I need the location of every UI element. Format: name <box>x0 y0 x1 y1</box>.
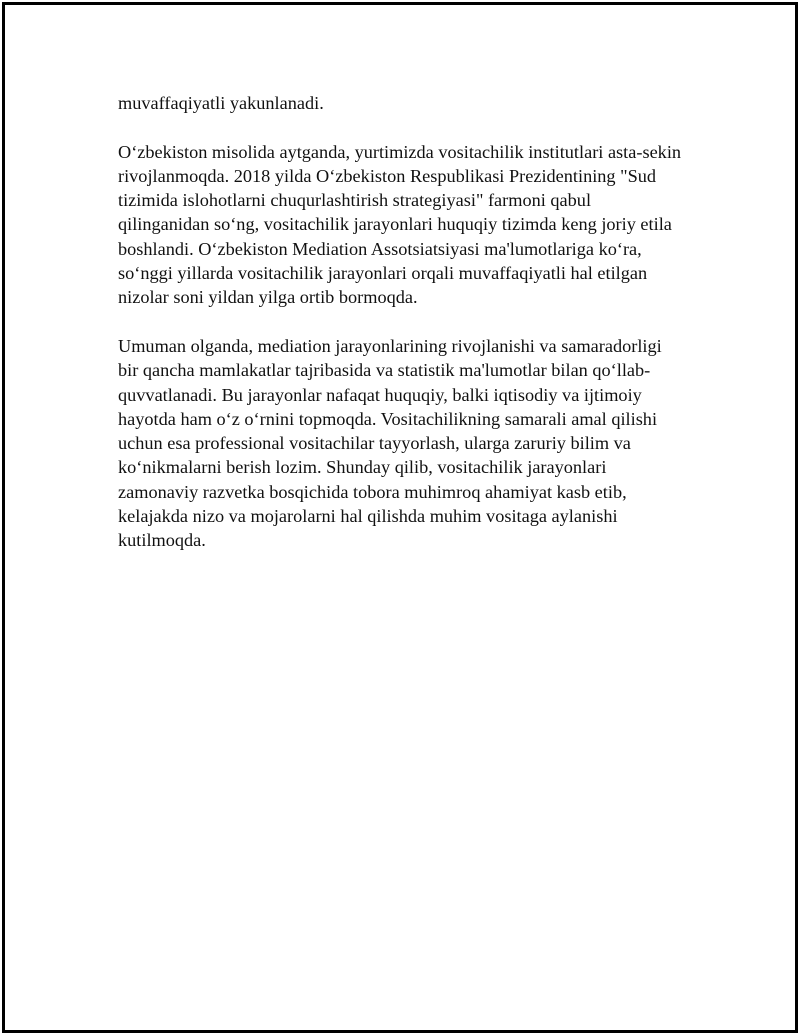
paragraph-2: O‘zbekiston misolida aytganda, yurtimizda vositachilik institutlari asta-sekin rivojlanmoqda. 2018 yilda O‘zbekiston Respublikasi Prezidentining "Sud tizimida islohotlarni chuqurlashtirish strategiyasi" farmoni qabul qilinganidan so‘ng, vositachilik jarayonlari huquqiy tizimda keng joriy etila boshlandi. O‘zbekiston Mediation Assotsiatsiyasi ma'lumotlariga ko‘ra, so‘nggi yillarda vositachilik jarayonlari orqali muvaffaqiyatli hal etilgan nizolar soni yildan yilga ortib bormoqda. <box>118 141 682 308</box>
paragraph-1: muvaffaqiyatli yakunlanadi. <box>118 93 324 113</box>
paragraph-3: Umuman olganda, mediation jarayonlarining rivojlanishi va samaradorligi bir qancha mamlakatlar tajribasida va statistik ma'lumotlar bilan qo‘llab- quvvatlanadi. Bu jarayonlar nafaqat huquqiy, balki iqtisodiy va ijtimoiy hayotda ham o‘z o‘rnini topmoqda. Vositachilikning samarali amal qilishi uchun esa professional vositachilar tayyorlash, ularga zaruriy bilim va ko‘nikmalarni berish lozim. Shunday qilib, vositachilik jarayonlari zamonaviy razvetka bosqichida tobora muhimroq ahamiyat kasb etib, kelajakda nizo va mojarolarni hal qilishda muhim vositaga aylanishi kutilmoqda. <box>118 335 662 551</box>
document-body <box>118 91 693 577</box>
